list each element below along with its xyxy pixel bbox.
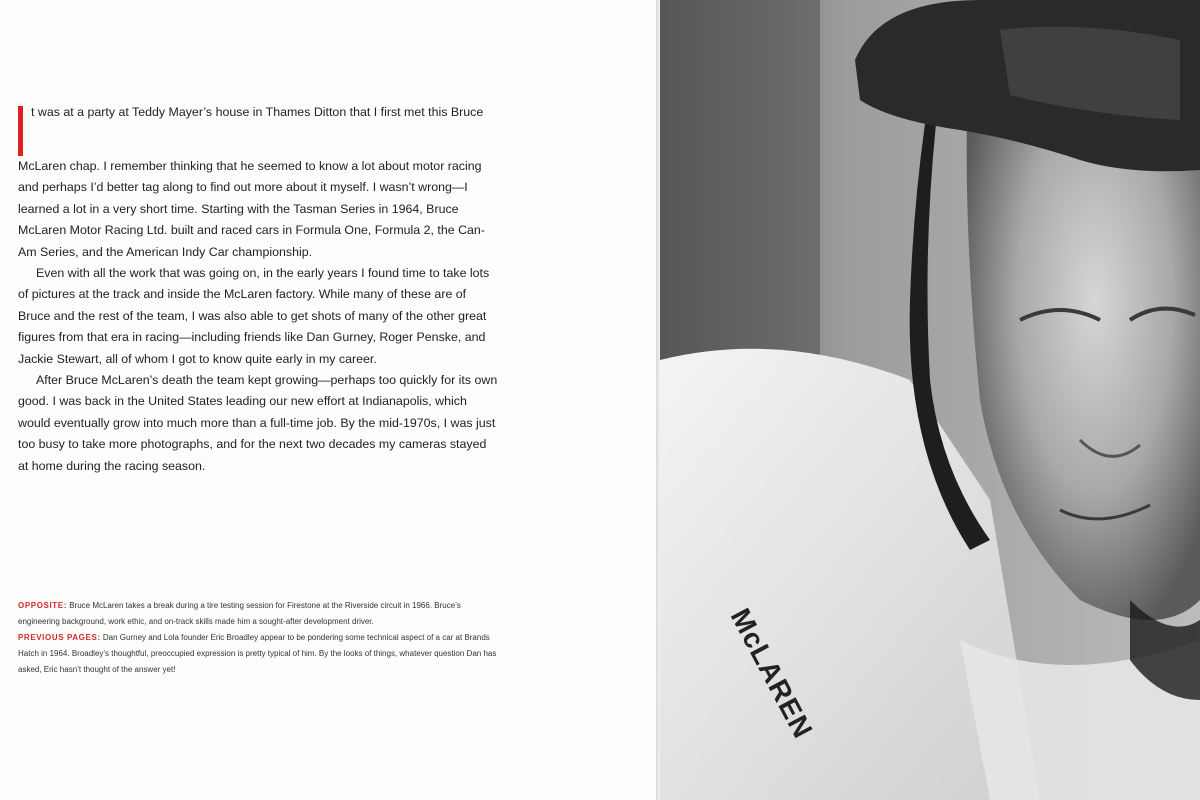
caption-previous [18, 630, 498, 678]
body-text [18, 102, 498, 477]
paragraph-3: After Bruce McLaren’s death the team kept growing—perhaps too quickly for its own good. I was back in the United States leading our new effort at Indianapolis, which would eventually grow into much more than a full-time job. By the mid-1970s, I was just too busy to take more photographs, and for the next two decades my cameras stayed at home during the racing season. [18, 373, 498, 473]
paragraph-1 [18, 102, 498, 263]
caption-opposite-text: Bruce McLaren takes a break during a tire testing session for Firestone at the Riverside circuit in 1966. Bruce’s engineering background, work ethic, and on-track skills made him a sought-after development driver. [18, 601, 461, 626]
caption-previous-label: PREVIOUS PAGES: [18, 633, 101, 642]
caption-opposite-label: OPPOSITE: [18, 601, 67, 610]
jacket-lettering: McLAREN [724, 603, 819, 744]
drop-cap-bar [18, 106, 23, 156]
right-page-photo [660, 0, 1200, 800]
caption-opposite [18, 598, 498, 630]
photo-captions [18, 598, 498, 678]
caption-previous-text: Dan Gurney and Lola founder Eric Broadley appear to be pondering some technical aspect of a car at Brands Hatch in 1964. Broadley’s thoughtful, preoccupied expression is pretty typical of him. By the looks of things, whatever question Dan has asked, Eric hasn’t thought of the answer yet! [18, 633, 497, 674]
paragraph-1-text: t was at a party at Teddy Mayer’s house in Thames Ditton that I first met this Bruce McLaren chap. I remember thinking that he seemed to know a lot about motor racing and perhaps I’d better tag along to find out more about it myself. I wasn’t wrong—I learned a lot in a very short time. Starting with the Tasman Series in 1964, Bruce McLaren Motor Racing Ltd. built and raced cars in Formula One, Formula 2, the Can-Am Series, and the American Indy Car championship. [18, 105, 485, 259]
driver-portrait-photo [660, 0, 1200, 800]
paragraph-2: Even with all the work that was going on, in the early years I found time to take lots of pictures at the track and inside the McLaren factory. While many of these are of Bruce and the rest of the team, I was also able to get shots of many of the other great figures from that era in racing—including friends like Dan Gurney, Roger Penske, and Jackie Stewart, all of whom I got to know quite early in my career. [18, 266, 490, 366]
